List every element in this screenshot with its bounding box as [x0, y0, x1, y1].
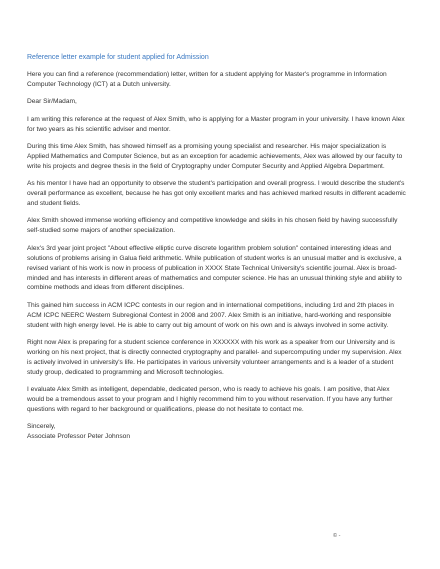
intro-paragraph: Here you can find a reference (recommendation) letter, written for a student applying for Master's programme in Information Computer Technology (ICT) at a Dutch university. [27, 71, 387, 88]
body-paragraph: Alex's 3rd year joint project "About effective elliptic curve discrete logarithm problem solution" contained interesting ideas and solutions of problems arising in Galua field arithmetic. While publication of student works is an unusual matter and is exclusive, a revised variant of his work is now in process of publication in XXXX State Technical University's scientific journal. Alex is broad-minded and has interests in different areas of mathematics and computer science. He has an unusual thinking style and ability to combine methods and ideas from different disciplines. [27, 244, 402, 292]
body-paragraph: Right now Alex is preparing for a student science conference in XXXXXX with his work as a speaker from our University and is working on his next project, that is directly connected cryptography and parallel- and supercomputing under my supervision. Alex is actively involved in university's life. He participates in various university volunteer arrangements and is a leader of a student study group, dedicated to programming and Microsoft technologies. [27, 339, 402, 376]
body-paragraph: I evaluate Alex Smith as intelligent, dependable, dedicated person, who is ready to achieve his goals. I am positive, that Alex would be a tremendous asset to your program and I highly recommend him to you without reservation. If you have any further questions with regard to her background or qualifications, please do not hesitate to contact me. [27, 386, 393, 413]
closing-line: Sincerely, [27, 423, 56, 431]
body-paragraph: As his mentor I have had an opportunity to observe the student's participation and overall progress. I would describe the student's overall performance as excellent, because he has got only excellent marks and has achieved marked results in different academic and student fields. [27, 180, 406, 208]
body-paragraph: Alex Smith showed immense working efficiency and competitive knowledge and skills in his chosen field by having successfully self-studied some majors of another specialization. [27, 217, 398, 235]
body-paragraph: This gained him success in ACM ICPC contests in our region and in international competitions, including 1rd and 2th places in ACM ICPC NEERC Western Subregional Contest in 2008 and 2007. Alex Smith is an initiative, hard-working and responsible student with high energy level. He is able to carry out big amount of work on his own and is always involved in some activity. [27, 301, 394, 329]
document-title: Reference letter example for student applied for Admission [27, 54, 209, 61]
body-paragraph: I am writing this reference at the request of Alex Smith, who is applying for a Master program in your university. I have known Alex for two years as his scientific adviser and mentor. [27, 115, 405, 133]
salutation: Dear Sir/Madam, [27, 98, 77, 106]
body-paragraph: During this time Alex Smith, has showed himself as a promising young specialist and researcher. His major specialization is Applied Mathematics and Computer Science, but as an exception for academic achievements, Alex was allowed by our faculty to write his projects and degree thesis in the field of Cryptography under Computer Security and Applied Algebra Department. [27, 143, 403, 170]
letter-page [27, 53, 407, 442]
signature-line: Associate Professor Peter Johnson [27, 433, 130, 441]
page-number: © - [333, 533, 341, 539]
